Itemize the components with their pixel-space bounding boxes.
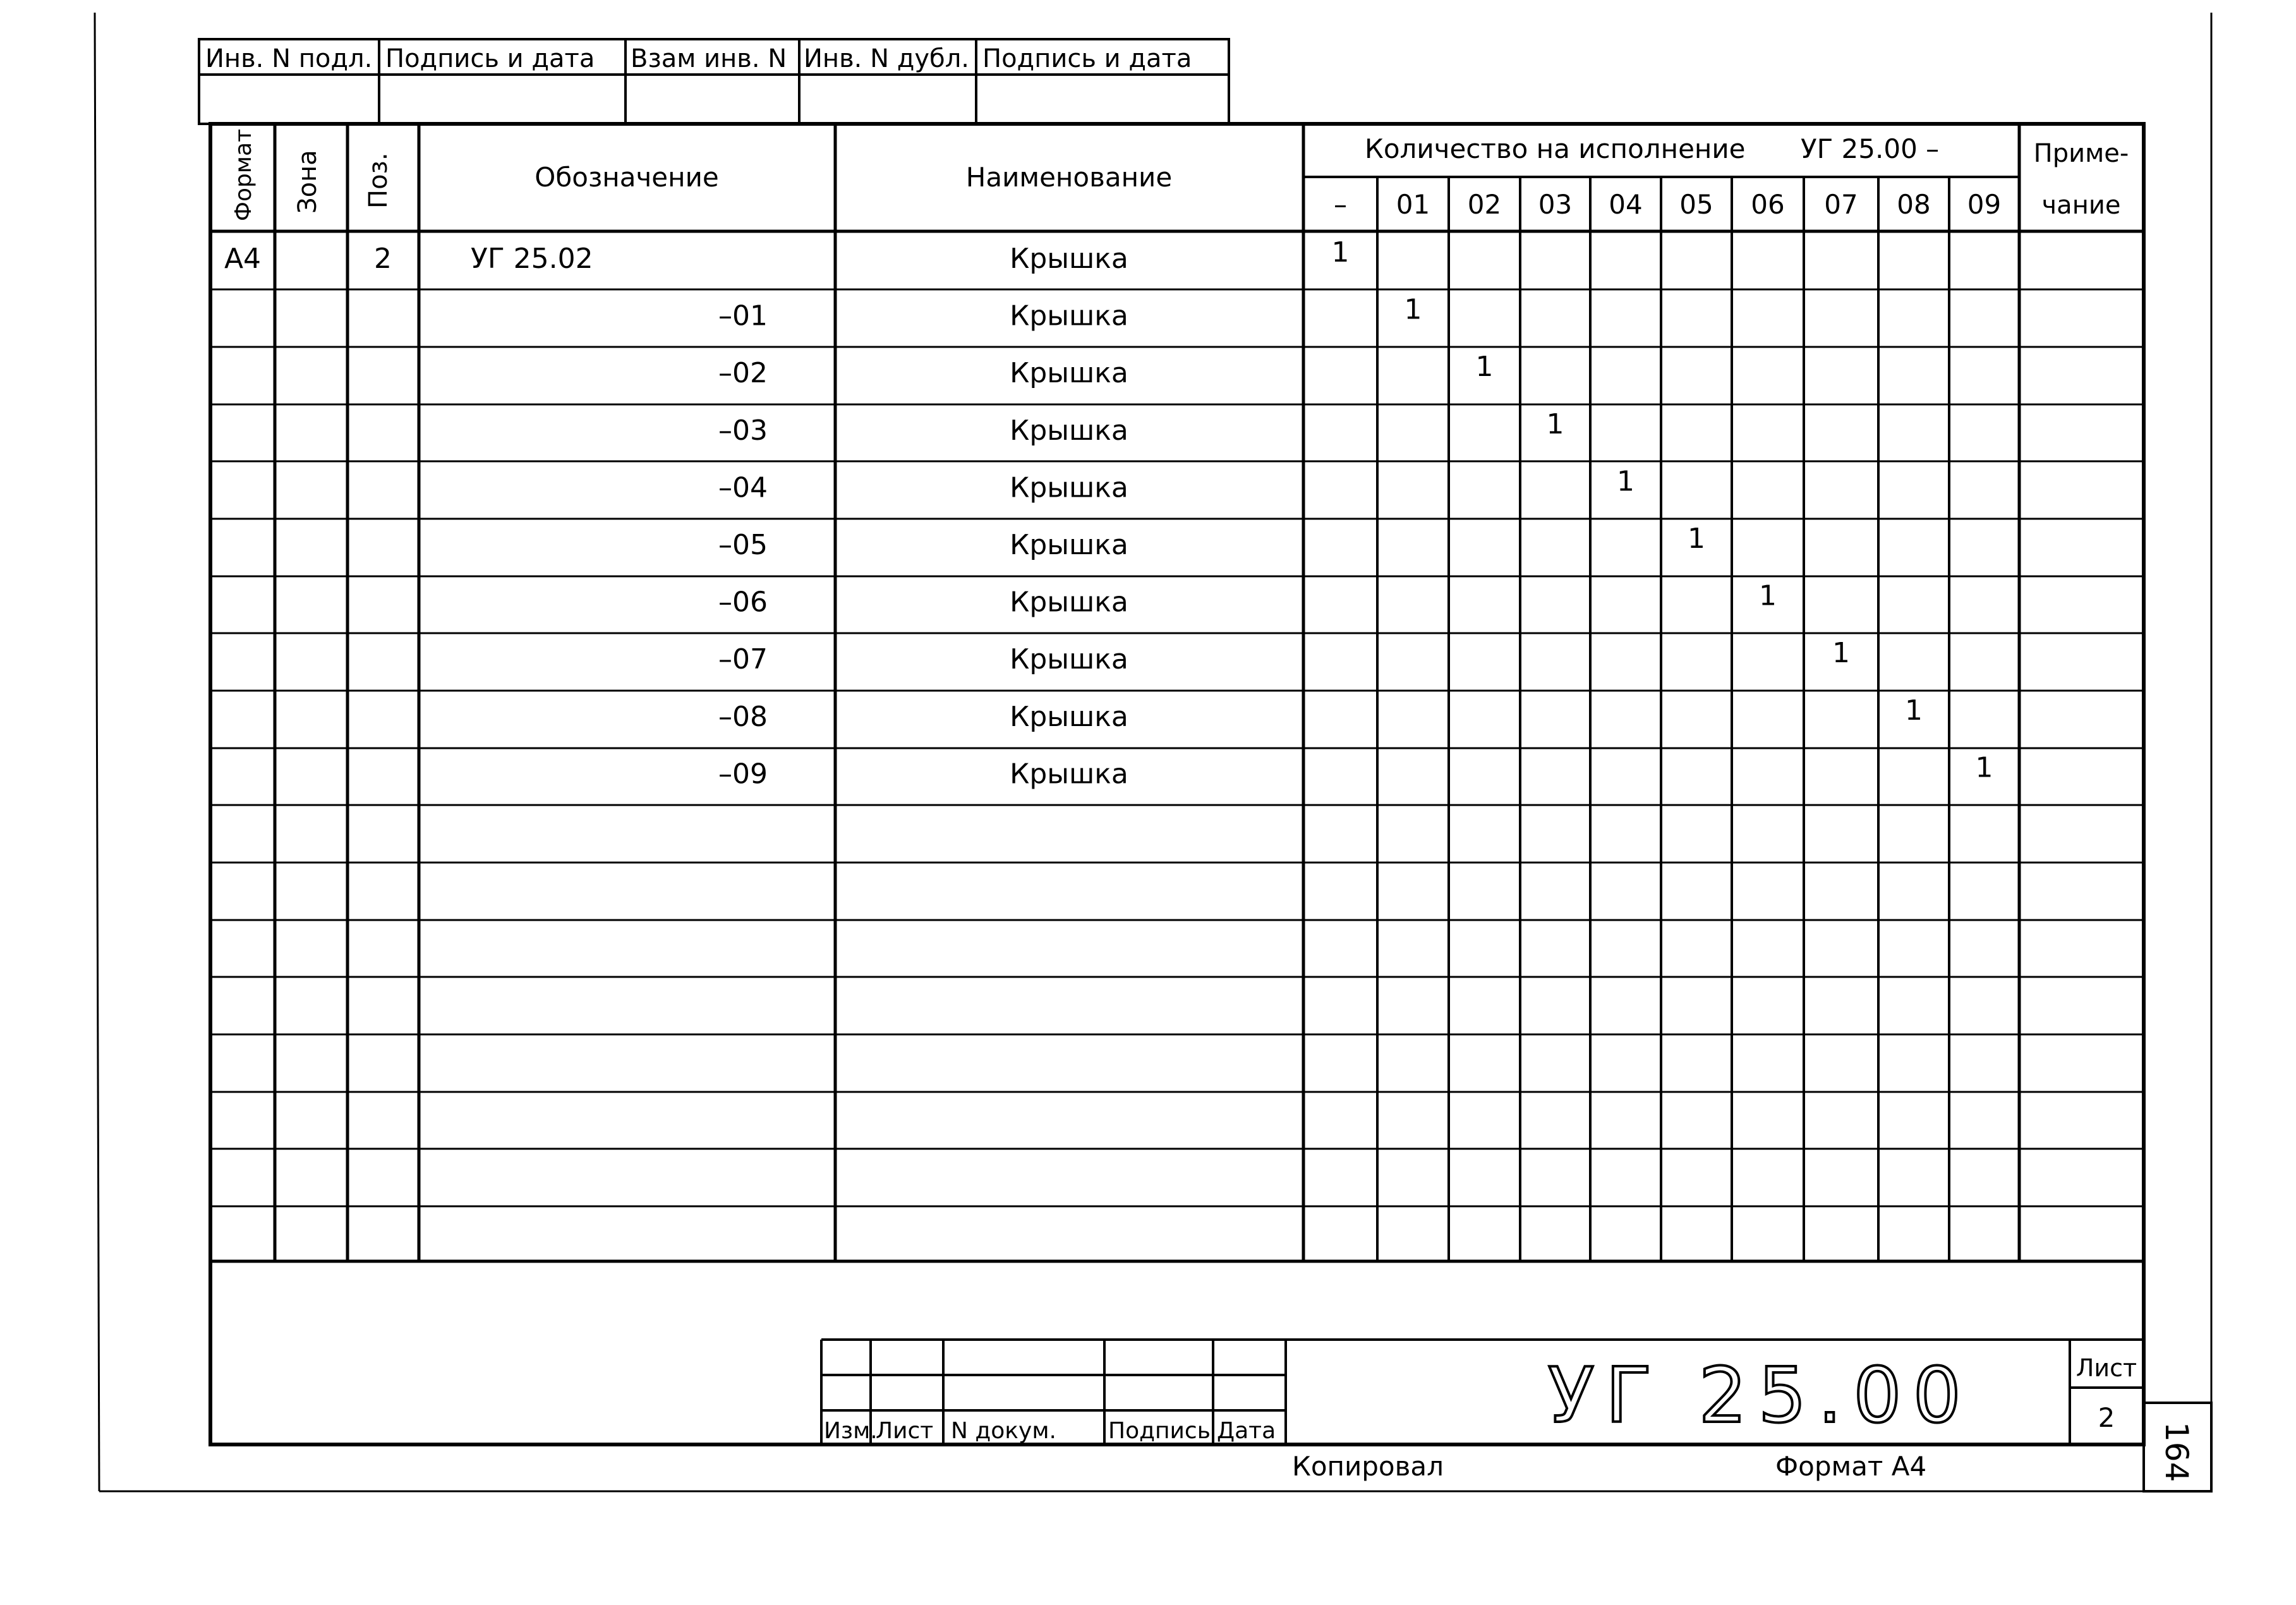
spec-table-header [231, 129, 2129, 221]
header-designation: Обозначение [535, 162, 719, 193]
title-block-headers [824, 1352, 2137, 1444]
header-format: Формат [231, 128, 257, 221]
row-quantity: 1 [1404, 293, 1422, 326]
row-name: Крышка [1010, 357, 1128, 390]
spec-rows [224, 236, 1993, 790]
tb-header-list: Лист [876, 1418, 934, 1444]
header-zone: Зона [293, 150, 322, 214]
row-designation-suffix: –03 [718, 414, 768, 447]
row-designation: УГ 25.02 [471, 243, 593, 275]
row-designation-suffix: –02 [718, 357, 768, 390]
row-designation-suffix: –05 [718, 529, 768, 561]
row-quantity: 1 [1331, 236, 1350, 269]
header-note-line2: чание [2041, 191, 2121, 220]
table-row [718, 294, 1422, 332]
row-quantity: 1 [1832, 637, 1850, 670]
table-row [718, 465, 1634, 504]
table-row [718, 523, 1705, 561]
spec-table-grid [210, 124, 2144, 1444]
row-lines [210, 289, 2144, 1206]
stamp-header-sign-date-2: Подпись и дата [982, 44, 1192, 73]
variant-header-1: 01 [1396, 189, 1430, 220]
row-designation-suffix: –07 [718, 643, 768, 676]
row-quantity: 1 [1475, 351, 1494, 384]
header-qty: Количество на исполнение [1365, 133, 1746, 164]
variant-header-7: 07 [1824, 189, 1858, 220]
row-quantity: 1 [1759, 579, 1777, 612]
variant-header-5: 05 [1679, 189, 1713, 220]
row-designation-suffix: –08 [718, 700, 768, 733]
row-quantity: 1 [1975, 751, 1993, 784]
variant-header-9: 09 [1967, 189, 2002, 220]
copied-by-label: Копировал [1292, 1451, 1444, 1482]
document-code: УГ 25.00 [1548, 1352, 1973, 1440]
table-row [718, 580, 1777, 619]
major-column-lines [275, 124, 2019, 1261]
row-name: Крышка [1010, 758, 1128, 790]
qty-column-lines [1377, 177, 1949, 1261]
variant-header-0: – [1334, 189, 1347, 220]
variant-header-8: 08 [1897, 189, 1931, 220]
tb-header-signature: Подпись [1108, 1418, 1211, 1444]
variant-header-2: 02 [1467, 189, 1502, 220]
tb-header-izm: Изм. [824, 1418, 878, 1444]
row-name: Крышка [1010, 414, 1128, 447]
stamp-header-inv-podl: Инв. N подл. [205, 44, 373, 73]
sheet-frame [95, 13, 2211, 1491]
row-designation-suffix: –04 [718, 471, 768, 504]
tb-header-date: Дата [1217, 1418, 1276, 1444]
row-position: 2 [374, 243, 392, 275]
stamp-header-vzam-inv: Взам инв. N [631, 44, 787, 73]
format-label: Формат А4 [1775, 1451, 1927, 1482]
row-quantity: 1 [1617, 465, 1634, 498]
row-designation-suffix: –06 [718, 586, 768, 619]
sheet-number: 2 [2098, 1402, 2115, 1433]
page-number: 164 [2158, 1422, 2195, 1482]
row-designation-suffix: –09 [718, 758, 768, 790]
variant-headers [1334, 189, 2001, 220]
header-qty-code: УГ 25.00 – [1801, 133, 1940, 164]
row-name: Крышка [1010, 529, 1128, 561]
variant-header-6: 06 [1751, 189, 1785, 220]
row-quantity: 1 [1688, 523, 1705, 555]
table-row [718, 694, 1923, 733]
top-stamp-headers [205, 44, 1192, 73]
tb-header-doc-number: N докум. [951, 1418, 1056, 1444]
row-name: Крышка [1010, 643, 1128, 676]
stamp-header-sign-date-1: Подпись и дата [385, 44, 595, 73]
row-name: Крышка [1010, 700, 1128, 733]
row-name: Крышка [1010, 243, 1128, 275]
header-note-line1: Приме- [2033, 139, 2129, 168]
table-row [224, 236, 1350, 275]
table-row [718, 751, 1993, 790]
row-name: Крышка [1010, 586, 1128, 619]
header-pos: Поз. [364, 152, 393, 209]
row-name: Крышка [1010, 471, 1128, 504]
header-name: Наименование [965, 162, 1173, 193]
sheet-label: Лист [2075, 1354, 2137, 1382]
table-row [718, 408, 1564, 447]
row-designation-suffix: –01 [718, 300, 768, 332]
variant-header-3: 03 [1538, 189, 1573, 220]
row-name: Крышка [1010, 300, 1128, 332]
table-row [718, 637, 1850, 675]
row-format: А4 [224, 243, 262, 275]
stamp-header-inv-dubl: Инв. N дубл. [804, 44, 969, 73]
row-quantity: 1 [1546, 408, 1564, 440]
variant-header-4: 04 [1609, 189, 1643, 220]
row-quantity: 1 [1905, 694, 1923, 727]
